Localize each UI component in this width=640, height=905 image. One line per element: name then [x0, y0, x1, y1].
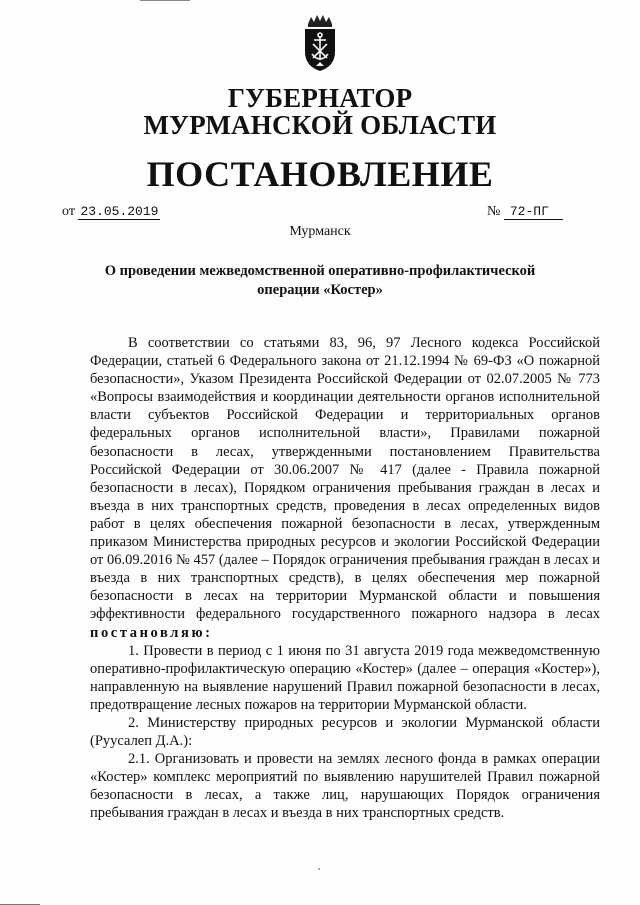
number-prefix: № [487, 204, 501, 219]
document-number [487, 204, 563, 220]
document-body [90, 334, 600, 823]
org-title-line1: ГУБЕРНАТОР [227, 83, 413, 113]
preamble-text: В соответствии со статьями 83, 96, 97 Лесного кодекса Российской Федерации, статьей 6 Федерального закона от 21.12.1994 № 69-ФЗ «О пожарной безопасности», Указом Президента Российской Федерации от 02.07.2005 № 773 «Вопросы взаимодействия и координации деятельности органов исполнительной власти субъектов Российской Федерации и территориальных органов федеральных органов исполнительной власти», Правилами пожарной безопасности в лесах, утвержденными постановлением Правительства Российской Федерации от 30.06.2007 № 417 (далее - Правила пожарной безопасности в лесах), Порядком ограничения пребывания граждан в лесах и въезда в них транспортных средств, проведения в лесах определенных видов работ в целях обеспечения пожарной безопасности в лесах, утвержденным приказом Министерства природных ресурсов и экологии Российской Федерации от 06.09.2016 № 457 (далее – Порядок ограничения пребывания граждан в лесах и въезда в них транспортных средств), в целях обеспечения мер пожарной безопасности в лесах на территории Мурманской области и повышения эффективности федерального государственного пожарного надзора в лесах [90, 335, 600, 623]
coat-of-arms-icon [302, 14, 338, 72]
paragraph-2-1: 2.1. Организовать и провести на землях лесного фонда в рамках операции «Костер» комплекс мероприятий по выявлению нарушителей Правил пожарной безопасности в лесах, а также лиц, нарушающих Порядок ограничения пребывания граждан в лесах и въезда в них транспортных средств. [90, 751, 600, 822]
document-date [62, 204, 160, 220]
paragraph-1: 1. Провести в период с 1 июня по 31 августа 2019 года межведомственную оперативно-профилактическую операцию «Костер» (далее – операция «Костер»), направленную на выявление нарушений Правил пожарной безопасности в лесах, предотвращение лесных пожаров на территории Мурманской области. [90, 642, 600, 713]
document-subject: О проведении межведомственной оперативно-профилактической операции «Костер» [104, 263, 536, 298]
document-type-title: ПОСТАНОВЛЕНИЕ [146, 154, 494, 194]
org-title-line2: МУРМАНСКОЙ ОБЛАСТИ [143, 110, 497, 140]
scan-artifact-top [140, 0, 190, 1]
date-prefix: от [62, 204, 75, 219]
preamble-paragraph [90, 334, 600, 642]
city-name: Мурманск [289, 224, 351, 239]
number-value: 72-ПГ [504, 204, 563, 220]
resolve-word: постановляю [90, 624, 206, 641]
paragraph-2: 2. Министерству природных ресурсов и экологии Мурманской области (Руусалеп Д.А.): [90, 714, 600, 750]
scan-artifact-dot [318, 868, 320, 870]
date-value: 23.05.2019 [80, 204, 159, 219]
resolve-colon: : [205, 624, 210, 641]
